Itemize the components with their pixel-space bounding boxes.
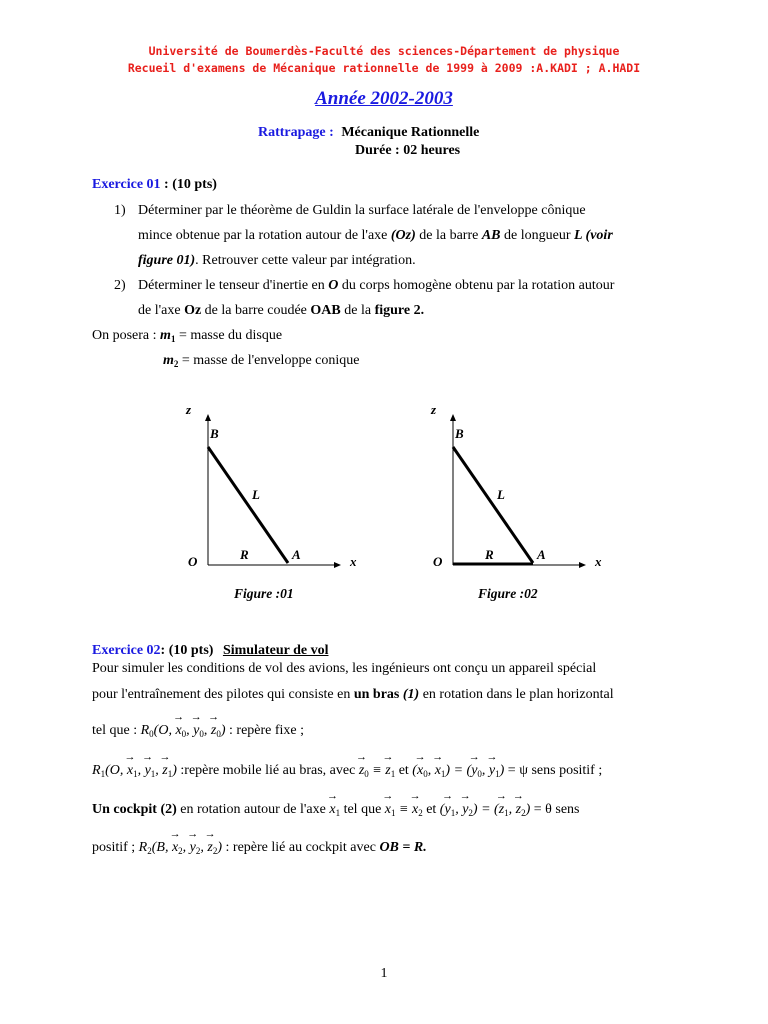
ex2-r0-text: : repère fixe ; xyxy=(229,723,305,738)
m1-sub: 1 xyxy=(170,334,176,344)
fig2-l-label: L xyxy=(497,487,505,502)
r2-formula: $R_2(B$, → $x_2$, → $y_2$, → $z_2$) xyxy=(139,840,222,855)
m2-sub: 2 xyxy=(173,359,179,369)
q2-line2-b: de la barre coudée xyxy=(201,303,311,318)
x1-eq-x2: → $x_1$ ≡ → $x_2$ xyxy=(385,802,423,817)
m2-symbol: m xyxy=(163,353,174,368)
ex2-r1-text: :repère mobile lié au bras, avec xyxy=(176,763,359,778)
q1-line2-c: de longueur xyxy=(500,228,575,243)
fig1-x-label: x xyxy=(350,554,357,569)
fig2-origin-label: O xyxy=(433,554,443,569)
q2-axis: Oz xyxy=(184,303,202,318)
q1-line2-a: mince obtenue par la rotation autour de l'axe xyxy=(138,228,391,243)
fig1-b-label: B xyxy=(210,426,219,441)
q2-line2-a: de l'axe xyxy=(138,303,185,318)
ex2-r2-prefix: positif ; xyxy=(92,840,139,855)
exercise2-points: : (10 pts) xyxy=(160,643,214,658)
ex2-r2-ob: OB = R. xyxy=(379,840,427,855)
q2-line1 xyxy=(138,278,614,294)
theta-angle: (→ $y_1$, → $y_2$) = (→ $z_1$, → $z_2$) xyxy=(440,802,530,817)
exercise2-heading xyxy=(92,643,328,659)
exercise2-title: Exercice 02 xyxy=(92,643,161,658)
ex2-r2-line xyxy=(92,840,427,856)
q1-figure-ref: figure 01) xyxy=(138,253,196,268)
page-title: Année 2002-2003 xyxy=(315,88,453,109)
figure-02 xyxy=(415,395,615,585)
note-m1 xyxy=(92,328,282,344)
q1-axis: (Oz) xyxy=(390,228,416,243)
q1-line3 xyxy=(138,253,416,269)
fig2-x-label: x xyxy=(595,554,602,569)
page-number: 1 xyxy=(380,966,388,981)
q2-line2-c: de la xyxy=(340,303,375,318)
ex2-line1: Pour simuler les conditions de vol des avions, les ingénieurs ont conçu un appareil spécial xyxy=(92,661,597,676)
ex2-cockpit: Un cockpit (2) xyxy=(92,802,177,817)
figure-02-caption: Figure :02 xyxy=(478,586,538,601)
ex2-r0-line xyxy=(92,723,304,739)
note-intro: On posera : xyxy=(92,328,161,343)
ex2-line2-b: en rotation dans le plan horizontal xyxy=(419,687,614,702)
z0-eq-z1: → $z_0$ ≡ → $z_1$ xyxy=(359,763,395,778)
q2-line2 xyxy=(138,303,424,319)
ex2-bras: un bras xyxy=(353,687,400,702)
q2-number: 2) xyxy=(114,278,126,293)
fig1-a-label: A xyxy=(292,547,301,562)
fig2-z-label: z xyxy=(431,402,437,417)
q1-line1: Déterminer par le théorème de Guldin la surface latérale de l'enveloppe cônique xyxy=(138,203,586,218)
header-line-1: Université de Boumerdès-Faculté des sciences-Département de physique xyxy=(148,44,620,58)
session-duration: Durée : 02 heures xyxy=(355,143,461,158)
q1-bar: AB xyxy=(481,228,501,243)
m1-symbol: m xyxy=(160,328,171,343)
ex2-line2 xyxy=(92,687,614,703)
ex2-bras-num: (1) xyxy=(399,687,420,702)
q2-point-o: O xyxy=(328,278,339,293)
ex2-cockpit-c: tel que xyxy=(340,802,385,817)
axis-x1: → $x_1$ xyxy=(329,802,340,817)
session-subject: Mécanique Rationnelle xyxy=(341,125,480,140)
m1-text: = masse du disque xyxy=(175,328,283,343)
r1-formula: $R_1(O$, → $x_1$, → $y_1$, → $z_1$) xyxy=(92,763,177,778)
session-label: Rattrapage : xyxy=(258,125,334,140)
q2-line1-a: Déterminer le tenseur d'inertie en xyxy=(138,278,329,293)
fig1-z-label: z xyxy=(186,402,192,417)
fig1-bar-ab xyxy=(208,447,288,563)
ex2-r1-et: et xyxy=(395,763,413,778)
fig2-r-label: R xyxy=(485,547,494,562)
fig2-bar-ab xyxy=(453,447,533,563)
exercise1-heading xyxy=(92,177,217,193)
fig2-b-label: B xyxy=(455,426,464,441)
ex2-r1-psi: = ψ sens positif ; xyxy=(504,763,603,778)
session-info xyxy=(258,125,479,141)
psi-angle: (→ $x_0$, → $x_1$) = (→ $y_0$, → $y_1$) xyxy=(412,763,504,778)
exercise1-title: Exercice 01 xyxy=(92,177,161,192)
fig2-a-label: A xyxy=(537,547,546,562)
figure-01-caption: Figure :01 xyxy=(234,586,294,601)
ex2-cockpit-theta: = θ sens xyxy=(530,802,580,817)
exercise2-subtitle: Simulateur de vol xyxy=(222,643,329,658)
ex2-cockpit-et: et xyxy=(422,802,440,817)
ex2-r1-line xyxy=(92,763,602,779)
q2-line1-b: du corps homogène obtenu par la rotation autour xyxy=(338,278,615,293)
fig1-r-label: R xyxy=(240,547,249,562)
ex2-cockpit-line xyxy=(92,802,579,818)
ex2-r0-prefix: tel que : xyxy=(92,723,141,738)
ex2-line2-a: pour l'entraînement des pilotes qui consiste en xyxy=(92,687,354,702)
fig1-l-label: L xyxy=(252,487,260,502)
q1-length: L (voir xyxy=(574,228,613,243)
q1-line2 xyxy=(138,228,613,244)
m2-text: = masse de l'enveloppe conique xyxy=(178,353,360,368)
ex2-r2-text: : repère lié au cockpit avec xyxy=(222,840,380,855)
q2-figure-ref: figure 2. xyxy=(374,303,425,318)
ex2-cockpit-b: en rotation autour de l'axe xyxy=(176,802,330,817)
q1-number: 1) xyxy=(114,203,126,218)
note-m2 xyxy=(163,353,359,369)
header-line-2: Recueil d'examens de Mécanique rationnelle de 1999 à 2009 :A.KADI ; A.HADI xyxy=(127,61,641,75)
figure-01 xyxy=(170,395,370,585)
q1-line2-b: de la barre xyxy=(415,228,482,243)
q2-bar: OAB xyxy=(310,303,341,318)
exercise1-points: : (10 pts) xyxy=(160,177,217,192)
fig1-origin-label: O xyxy=(188,554,198,569)
q1-line3-b: . Retrouver cette valeur par intégration. xyxy=(195,253,416,268)
r0-formula: $R_0(O$, → $x_0$, → $y_0$, → $z_0$) xyxy=(141,723,226,738)
